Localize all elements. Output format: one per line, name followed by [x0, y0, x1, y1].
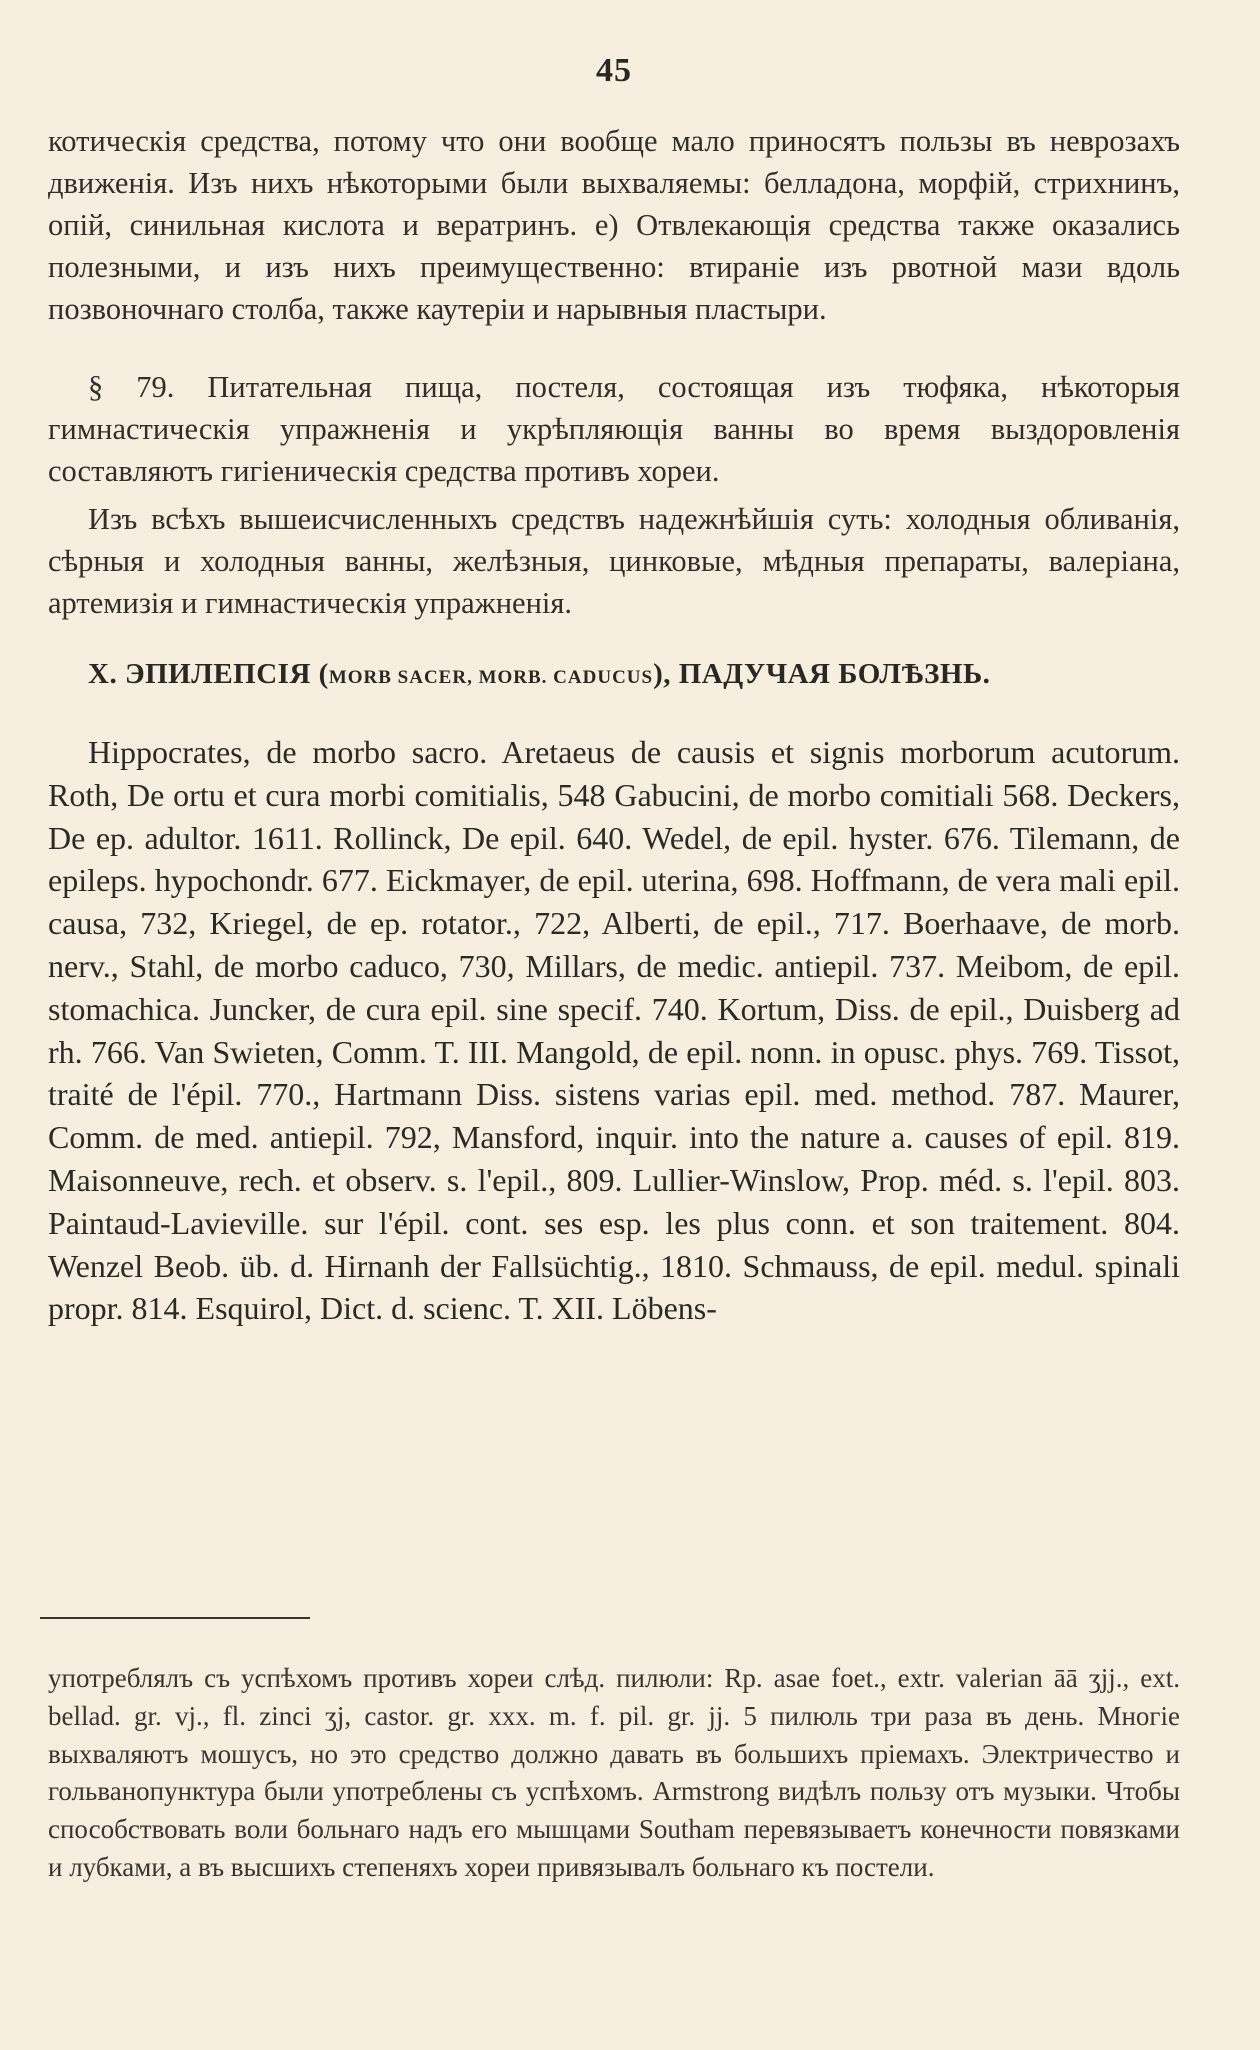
section-heading-tail: ), ПАДУЧАЯ БОЛѢЗНЬ.: [653, 658, 991, 690]
page-number: 45: [596, 52, 632, 89]
footnote: употреблялъ съ успѣхомъ противъ хореи слѣд. пилюли: Rp. asae foet., extr. valerian āā ʒjj., ext. bellad. gr. vj., fl. zinci ʒj, castor. gr. xxx. m. f. pil. gr. jj. 5 пилюль три раза въ день. Многіе выхваляютъ мошусъ, но это средство должно давать въ большихъ пріемахъ. Электричество и гольванопунктура были употреблены съ успѣхомъ. Armstrong видѣлъ пользу отъ музыки. Чтобы способствовать воли больнаго надъ его мышцами Southam перевязываетъ конечности повязками и лубками, а въ высшихъ степеняхъ хореи привязывалъ больнаго къ постели.: [48, 1663, 1180, 1882]
bibliography-paragraph: Hippocrates, de morbo sacro. Aretaeus de causis et signis morborum acutorum. Roth, De ortu et cura morbi comitialis, 548 Gabucini, de morbo comitiali 568. Deckers, De ep. adultor. 1611. Rollinck, De epil. 640. Wedel, de epil. hyster. 676. Tilemann, de epileps. hypochondr. 677. Eickmayer, de epil. uterina, 698. Hoffmann, de vera mali epil. causa, 732, Kriegel, de ep. rotator., 722, Alberti, de epil., 717. Boerhaave, de morb. nerv., Stahl, de morbo caduco, 730, Millars, de medic. antiepil. 737. Meibom, de epil. stomachica. Juncker, de cura epil. sine specif. 740. Kortum, Diss. de epil., Duisberg ad rh. 766. Van Swieten, Comm. T. III. Mangold, de epil. nonn. in opusc. phys. 769. Tissot, traité de l'épil. 770., Hartmann Diss. sistens varias epil. med. method. 787. Maurer, Comm. de med. antiepil. 792, Mansford, inquir. into the nature a. causes of epil. 819. Maisonneuve, rech. et observ. s. l'epil., 809. Lullier-Winslow, Prop. méd. s. l'epil. 803. Paintaud-Lavieville. sur l'épil. cont. ses esp. les plus conn. et son traitement. 804. Wenzel Beob. üb. d. Hirnanh der Fallsüchtig., 1810. Schmauss, de epil. medul. spinali propr. 814. Esquirol, Dict. d. scienc. T. XII. Löbens-: [48, 734, 1180, 1327]
spacer: [48, 330, 1180, 366]
section-heading: [88, 658, 1180, 691]
paragraph-remedies: Изъ всѣхъ вышеисчисленныхъ средствъ надежнѣйшія суть: холодныя обливанія, сѣрныя и холодныя ванны, желѣзныя, цинковые, мѣдныя препараты, валеріана, артемизія и гимнастическія упражненія.: [48, 502, 1180, 620]
section-heading-latin: МОRВ SACER, МОRВ. CADUCUS: [328, 667, 654, 688]
section-heading-main: X. ЭПИЛЕПСІЯ (: [88, 658, 329, 690]
paragraph-79: § 79. Питательная пища, постеля, состоящая изъ тюфяка, нѣкоторыя гимнастическія упражненія и укрѣпляющія ванны во время выздоровленія составляютъ гигіеническія средства противъ хореи.: [48, 370, 1180, 488]
footnote-divider: [40, 1617, 310, 1619]
intro-paragraph: котическія средства, потому что они вообще мало приносятъ пользы въ неврозахъ движенія. Изъ нихъ нѣкоторыми были выхваляемы: белладона, морфій, стрихнинъ, опій, синильная кислота и вератринъ. e) Отвлекающія средства также оказались полезными, и изъ нихъ преимущественно: втираніе изъ рвотной мази вдоль позвоночнаго столба, также каутеріи и нарывныя пластыри.: [48, 124, 1180, 326]
